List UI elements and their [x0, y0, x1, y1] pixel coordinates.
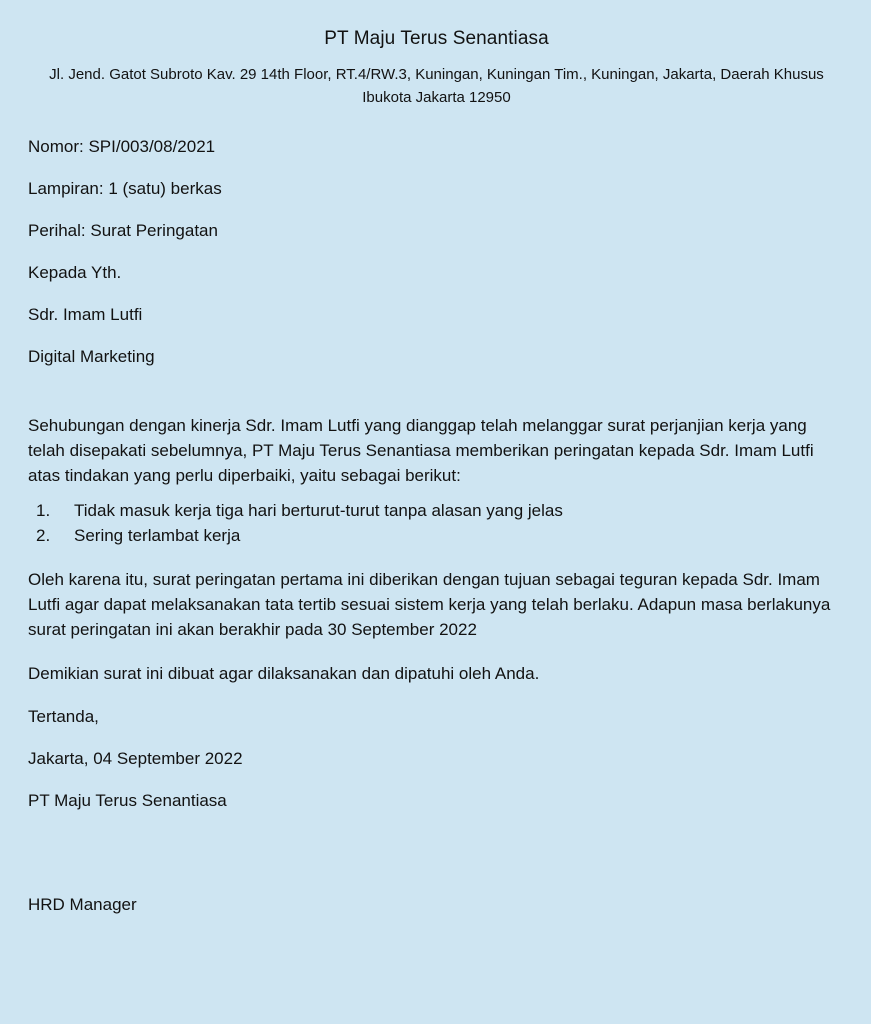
body-paragraph-3: Demikian surat ini dibuat agar dilaksanakan dan dipatuhi oleh Anda. [28, 664, 540, 683]
closing-signoff: Tertanda, [28, 707, 99, 726]
letter-subject: Perihal: Surat Peringatan [28, 221, 218, 240]
body-paragraph-2: Oleh karena itu, surat peringatan pertama ini diberikan dengan tujuan sebagai teguran kepada Sdr. Imam Lutfi agar dapat melaksanakan tata tertib sesuai sistem kerja yang telah berlaku. Adapun masa berlakunya surat peringatan ini akan berakhir pada 30 September 2022 [28, 570, 831, 639]
letter-number: Nomor: SPI/003/08/2021 [28, 137, 216, 156]
list-item [28, 523, 845, 548]
closing-place-date: Jakarta, 04 September 2022 [28, 749, 243, 768]
closing-company-name: PT Maju Terus Senantiasa [28, 791, 227, 810]
body-paragraph-1: Sehubungan dengan kinerja Sdr. Imam Lutfi yang dianggap telah melanggar surat perjanjian kerja yang telah disepakati sebelumnya, PT Maju Terus Senantiasa memberikan peringatan kepada Sdr. Imam Lutfi atas tindakan yang perlu diperbaiki, yaitu sebagai berikut: [28, 416, 814, 485]
company-address-line-2: Daerah Khusus Ibukota Jakarta 12950 [362, 66, 824, 106]
signature-space [28, 832, 845, 894]
list-item [28, 498, 845, 523]
list-item-marker: 1. [36, 501, 51, 520]
recipient-name: Sdr. Imam Lutfi [28, 305, 143, 324]
letter-body [28, 413, 845, 686]
signatory-title: HRD Manager [28, 895, 137, 914]
company-address [28, 63, 845, 109]
company-name-heading: PT Maju Terus Senantiasa [324, 28, 549, 49]
list-item-text: Sering terlambat kerja [74, 526, 241, 545]
list-item-marker: 2. [36, 526, 51, 545]
violations-list [28, 498, 845, 548]
recipient-salutation: Kepada Yth. [28, 263, 122, 282]
company-address-line-1: Jl. Jend. Gatot Subroto Kav. 29 14th Floor, RT.4/RW.3, Kuningan, Kuningan Tim., Kuningan, Jakarta, [49, 66, 717, 83]
letterhead [28, 0, 845, 109]
list-item-text: Tidak masuk kerja tiga hari berturut-turut tanpa alasan yang jelas [74, 501, 563, 520]
letter-metadata [28, 136, 845, 368]
letter-attachment: Lampiran: 1 (satu) berkas [28, 179, 222, 198]
recipient-department: Digital Marketing [28, 347, 155, 366]
letter-closing [28, 706, 845, 916]
